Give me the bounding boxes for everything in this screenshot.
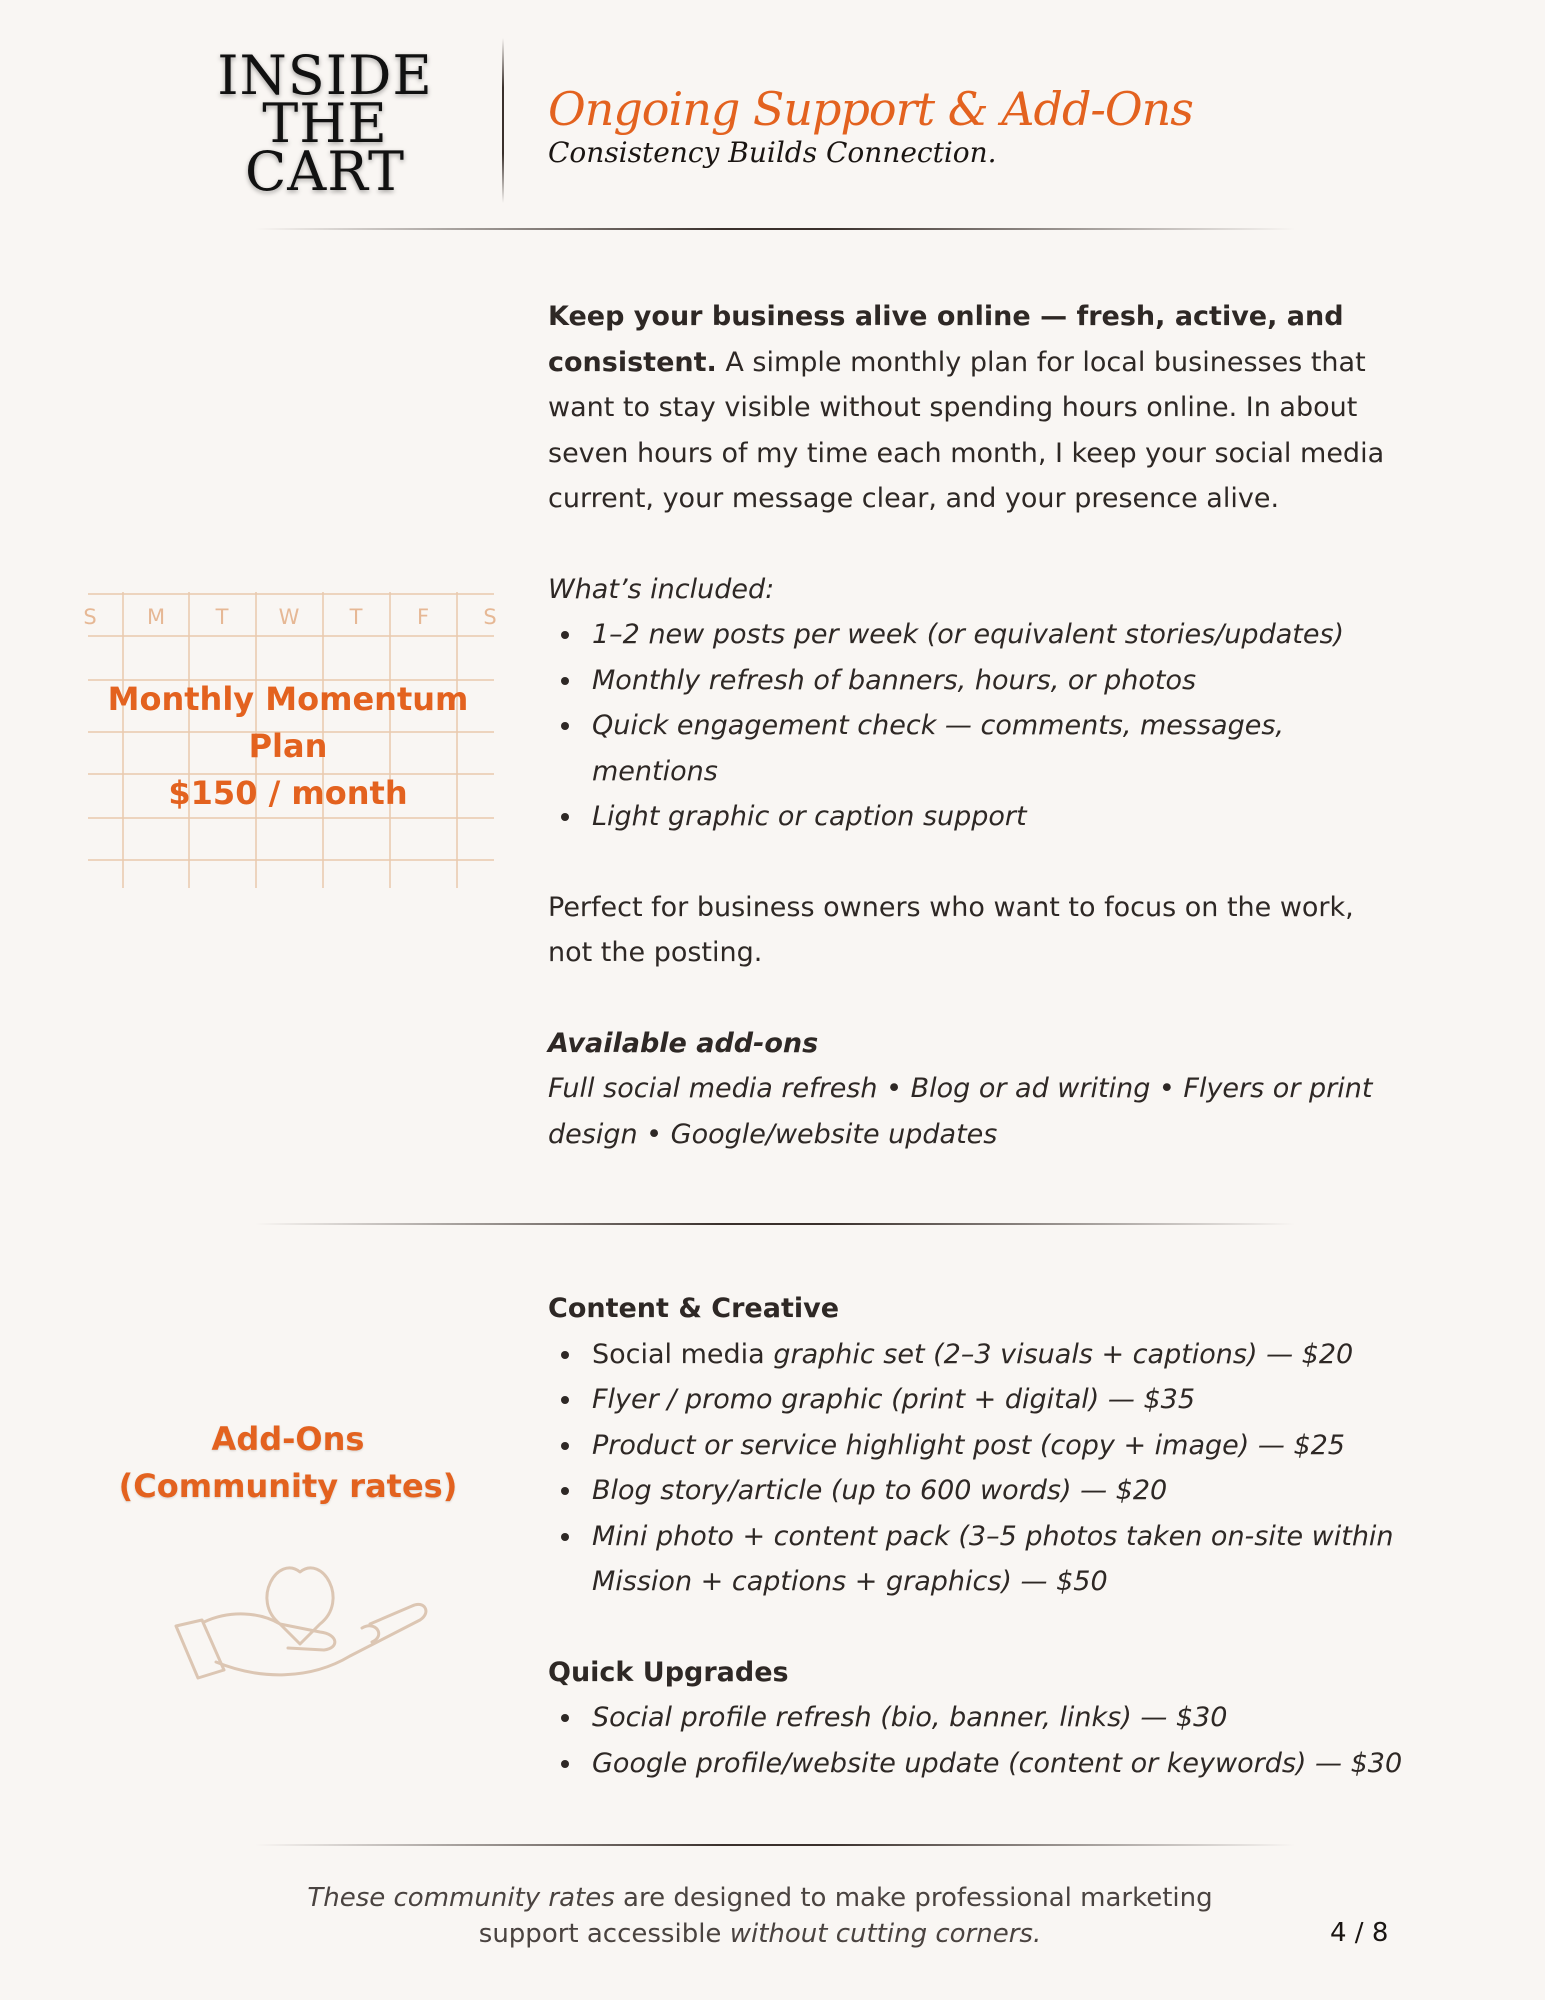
plan-name-line: Monthly Momentum [107, 680, 469, 718]
included-heading: What’s included: [548, 573, 775, 605]
plan-name [98, 676, 478, 817]
page-subtitle: Consistency Builds Connection. [548, 136, 997, 169]
list-item: 1–2 new posts per week (or equivalent stories/updates) [592, 612, 1388, 658]
hand-heart-icon [150, 1530, 440, 1700]
footer-italic: without cutting corners. [729, 1919, 1042, 1949]
footer-italic: These community rates [307, 1883, 615, 1913]
calendar-day-label: T [215, 605, 229, 629]
perfect-for-text: Perfect for business owners who want to focus on the work, not the posting. [548, 891, 1354, 968]
plan-intro [548, 294, 1388, 522]
logo-line: INSIDE [217, 44, 433, 107]
list-item: Social profile refresh (bio, banner, links) — $30 [592, 1695, 1418, 1741]
list-item: Blog story/article (up to 600 words) — $20 [592, 1468, 1418, 1514]
quick-upgrades-list [548, 1695, 1418, 1786]
logo [210, 44, 440, 203]
plan-intro-text: A simple monthly plan for local businesses that want to stay visible without spending hours online. In about seven hours of my time each month, I keep your social media current, your message clear, and your presence alive. [548, 346, 1385, 514]
divider [255, 228, 1295, 230]
plan-name-line: Plan [248, 727, 328, 765]
calendar-day-label: W [278, 605, 300, 629]
divider [255, 1223, 1295, 1225]
list-item: Mini photo + content pack (3–5 photos taken on-site within Mission + captions + graphics) — $50 [592, 1514, 1418, 1605]
logo-line: CART [244, 140, 406, 203]
content-creative-heading: Content & Creative [548, 1293, 840, 1324]
calendar-day-label: S [83, 605, 97, 629]
list-item [592, 1332, 1418, 1378]
calendar-day-label: F [416, 605, 430, 629]
list-item: Flyer / promo graphic (print + digital) — $35 [592, 1377, 1418, 1423]
divider [255, 1844, 1295, 1846]
header-divider [502, 38, 504, 203]
content-creative-list [548, 1332, 1418, 1605]
logo-line: THE [262, 92, 388, 155]
list-item: Light graphic or caption support [592, 794, 1388, 840]
available-addons-heading: Available add-ons [548, 1027, 819, 1059]
calendar-day-label: T [349, 605, 363, 629]
list-item: Google profile/website update (content or keywords) — $30 [592, 1741, 1418, 1787]
plan-price: $150 / month [168, 774, 408, 812]
addons-content [548, 1286, 1418, 1786]
addons-label [98, 1416, 478, 1510]
page-number: 4 / 8 [1330, 1918, 1389, 1948]
list-item: Product or service highlight post (copy + image) — $25 [592, 1423, 1418, 1469]
included-list [548, 612, 1388, 840]
footer-note [300, 1880, 1220, 1952]
list-item-italic: graphic set (2–3 visuals + captions) — $20 [773, 1338, 1354, 1370]
addons-label-line: (Community rates) [118, 1467, 458, 1505]
page-title: Ongoing Support & Add-Ons [548, 82, 1193, 136]
list-item: Monthly refresh of banners, hours, or photos [592, 658, 1388, 704]
list-item: Quick engagement check — comments, messages, mentions [592, 703, 1332, 794]
available-addons-list: Full social media refresh • Blog or ad writing • Flyers or print design • Google/website updates [548, 1073, 1373, 1150]
calendar-day-label: M [146, 605, 166, 629]
plan-intro-bold: Keep your business alive online — fresh, active, and consistent. [548, 301, 1344, 378]
addons-label-line: Add-Ons [211, 1420, 365, 1458]
calendar-day-label: S [483, 605, 497, 629]
plan-description [548, 294, 1388, 1157]
quick-upgrades-heading: Quick Upgrades [548, 1656, 789, 1688]
footer-text: are designed to make professional marketing support accessible [478, 1883, 1213, 1949]
list-item-plain: Social media [592, 1338, 774, 1370]
